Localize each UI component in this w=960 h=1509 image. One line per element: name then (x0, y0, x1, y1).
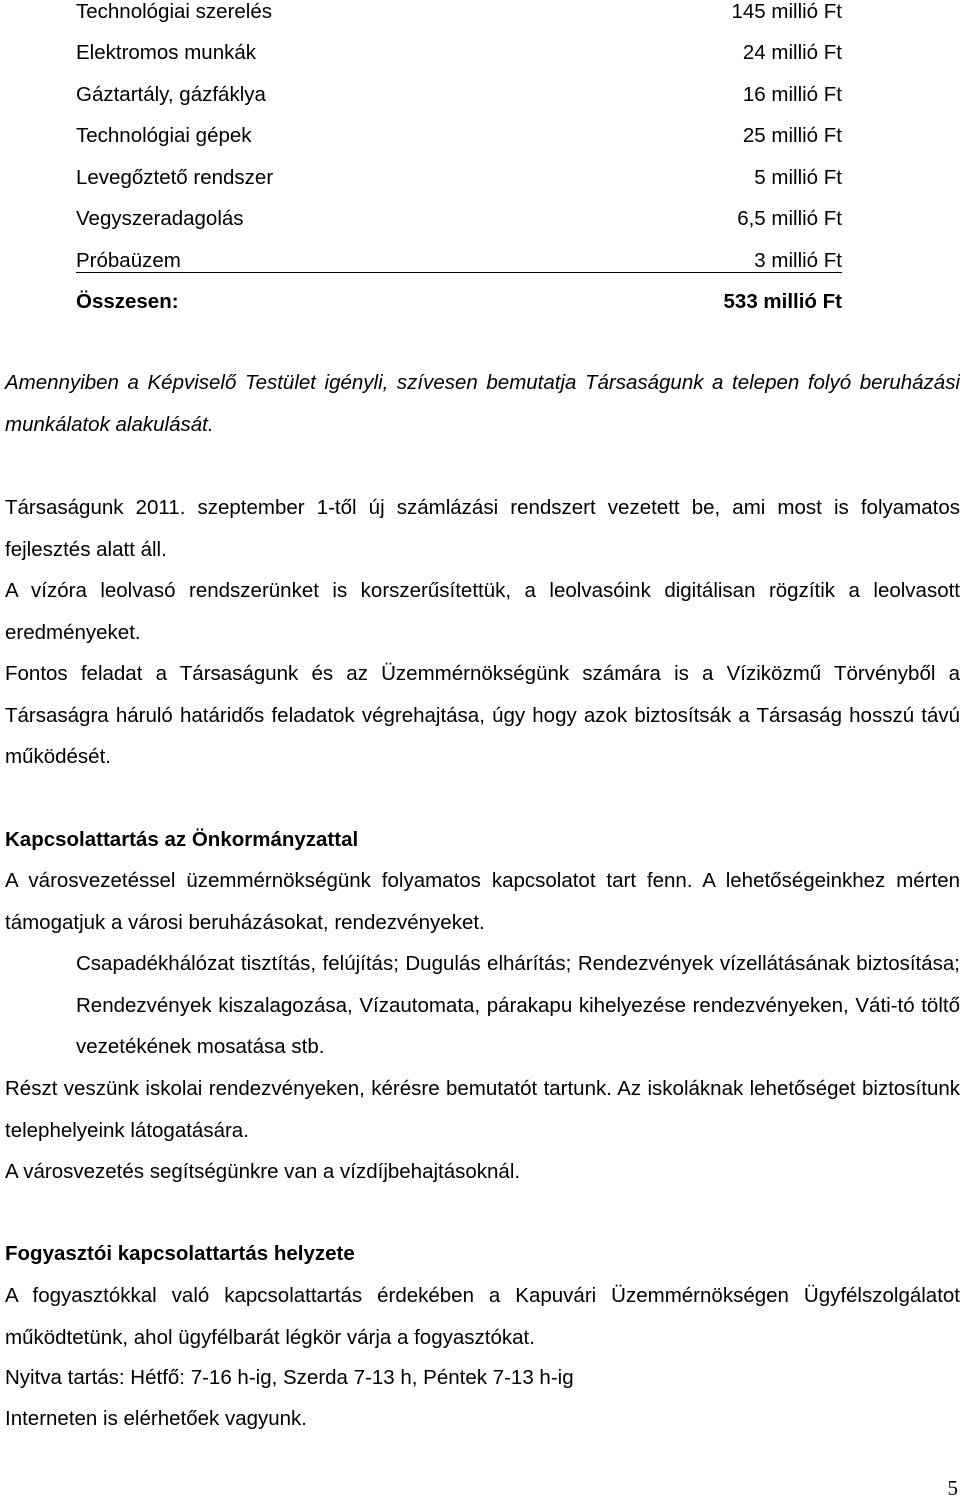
cost-row (76, 249, 842, 279)
total-value: 533 millió Ft (723, 290, 842, 313)
cost-value: 16 millió Ft (742, 83, 842, 106)
cost-row (76, 83, 842, 113)
municipality-heading: Kapcsolattartás az Önkormányzattal (5, 828, 359, 851)
page-number: 5 (947, 1476, 958, 1500)
cost-row (76, 207, 842, 237)
municipality-paragraph-4: A városvezetés segítségünkre van a vízdíjbehajtásoknál. (5, 1160, 521, 1183)
opening-hours: Nyitva tartás: Hétfő: 7-16 h-ig, Szerda 7-13 h, Péntek 7-13 h-ig (5, 1366, 574, 1389)
cost-value: 145 millió Ft (731, 0, 842, 23)
consumer-paragraph-3: Interneten is elérhetőek vagyunk. (5, 1407, 307, 1430)
meter-paragraph: A vízóra leolvasó rendszerünket is korszerűsítettük, a leolvasóink digitálisan rögzítik a leolvasott eredményeket. (5, 579, 960, 644)
cost-label: Próbaüzem (76, 249, 181, 272)
cost-value: 5 millió Ft (754, 166, 842, 189)
total-divider (76, 272, 842, 273)
cost-label: Levegőztető rendszer (76, 166, 274, 189)
cost-row (76, 166, 842, 196)
cost-row (76, 41, 842, 71)
cost-value: 3 millió Ft (754, 249, 842, 272)
cost-value: 25 millió Ft (742, 124, 842, 147)
cost-row (76, 124, 842, 154)
cost-total-row (76, 290, 842, 320)
cost-label: Technológiai szerelés (76, 0, 273, 23)
cost-value: 24 millió Ft (742, 41, 842, 64)
total-label: Összesen: (76, 290, 179, 313)
cost-label: Gáztartály, gázfáklya (76, 83, 266, 106)
cost-label: Elektromos munkák (76, 41, 257, 64)
cost-value: 6,5 millió Ft (737, 207, 842, 230)
cost-row (76, 0, 842, 30)
municipality-paragraph-2: Csapadékhálózat tisztítás, felújítás; Dugulás elhárítás; Rendezvények vízellátásának biztosítása; Rendezvények kiszalagozása, Vízautomata, párakapu kihelyezése rendezvényeken, Váti-tó töltő vezetékének mosatása stb. (76, 952, 960, 1058)
cost-label: Vegyszeradagolás (76, 207, 244, 230)
municipality-paragraph-3: Részt veszünk iskolai rendezvényeken, kérésre bemutatót tartunk. Az iskoláknak lehetőséget biztosítunk telephelyeink látogatására. (5, 1077, 960, 1142)
consumer-heading: Fogyasztói kapcsolattartás helyzete (5, 1242, 355, 1265)
consumer-paragraph-1: A fogyasztókkal való kapcsolattartás érdekében a Kapuvári Üzemmérnökségen Ügyfélszolgálatot működtetünk, ahol ügyfélbarát légkör várja a fogyasztókat. (5, 1284, 960, 1349)
intro-paragraph: Amennyiben a Képviselő Testület igényli, szívesen bemutatja Társaságunk a telepen folyó beruházási munkálatok alakulását. (5, 371, 960, 436)
billing-paragraph: Társaságunk 2011. szeptember 1-től új számlázási rendszert vezetett be, ami most is folyamatos fejlesztés alatt áll. (5, 496, 960, 561)
law-paragraph: Fontos feladat a Társaságunk és az Üzemmérnökségünk számára is a Víziközmű Törvényből a Társaságra háruló határidős feladatok végrehajtása, úgy hogy azok biztosítsák a Társaság hosszú távú működését. (5, 662, 960, 768)
municipality-paragraph-1: A városvezetéssel üzemmérnökségünk folyamatos kapcsolatot tart fenn. A lehetőségeinkhez mérten támogatjuk a városi beruházásokat, rendezvényeket. (5, 869, 960, 934)
cost-label: Technológiai gépek (76, 124, 252, 147)
